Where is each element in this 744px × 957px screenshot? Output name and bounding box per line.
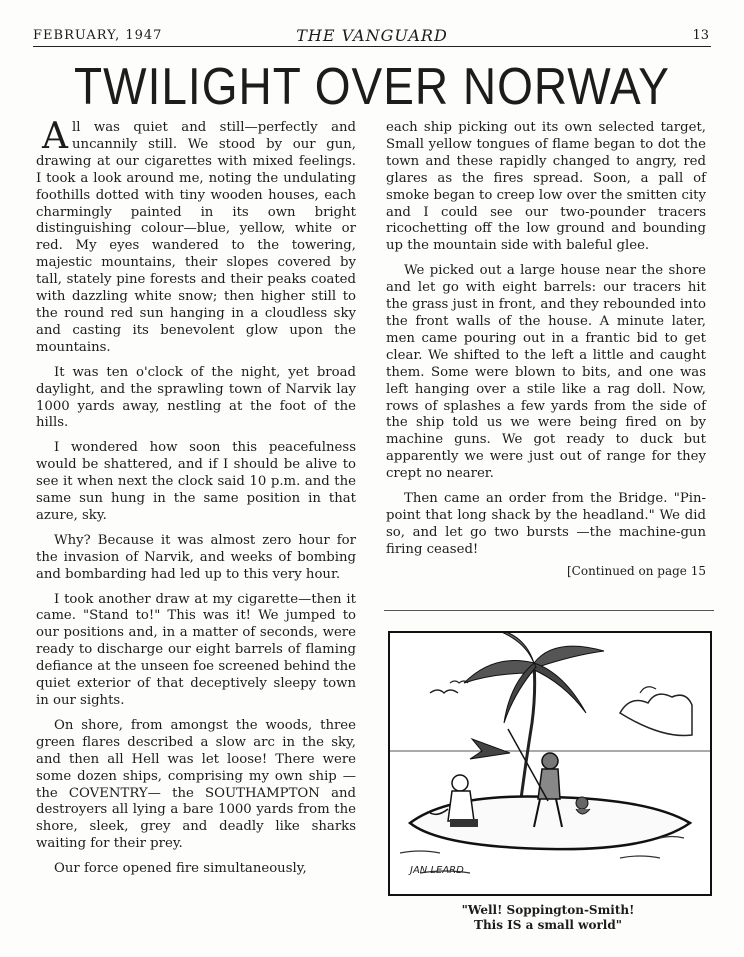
cartoon-illustration xyxy=(388,631,712,896)
continued-note: [Continued on page 15 xyxy=(566,563,706,578)
left-column xyxy=(36,116,356,886)
divider xyxy=(384,610,714,611)
paragraph: I took another draw at my cigarette—then it came. "Stand to!" This was it! We jumped to our positions and, in a matter of seconds, were ready to discharge our eight barrels of flaming defiance at the unseen foe screened behind the quiet exterior of that deceptively sleepy town in our sights. xyxy=(36,591,356,708)
paragraph: Our force opened fire simultaneously, xyxy=(54,861,307,877)
drop-cap: A xyxy=(42,116,68,157)
paragraph: All was quiet and still—perfectly and uncannily still. We stood by our gun, drawing at our cigarettes with mixed feelings. I took a look around me, noting the undulating foothills dotted with tiny wooden houses, each charmingly painted in its own bright distinguishing colour—blue, yellow, white or red. My eyes wandered to the towering, majestic mountains, their slopes covered by tall, stately pine forests and their peaks coated with dazzling white snow; then higher still to the round red sun hanging in a cloudless sky and casting its benevolent glow upon the mountains. xyxy=(36,116,356,355)
paragraph: Then came an order from the Bridge. "Pin-point that long shack by the headland." We did so, and let go two bursts —the machine-gun firing ceased! xyxy=(386,491,706,557)
desert-island-cartoon xyxy=(390,633,710,894)
paragraph: On shore, from amongst the woods, three green flares described a slow arc in the sky, and then all Hell was let loose! There were some dozen ships, comprising my own ship —the COVENTRY— the SOUTHAMPTON and destroyers all lying a bare 1000 yards from the shore, sleek, grey and deadly like sharks waiting for their prey. xyxy=(36,717,356,852)
paragraph: I wondered how soon this peacefulness would be shattered, and if I should be alive to see it when next the clock said 10 p.m. and the same sun hung in the same position in that azure, sky. xyxy=(36,440,356,523)
article-title: TWILIGHT OVER NORWAY xyxy=(74,57,670,116)
artist-signature: JAN LEARD xyxy=(410,865,464,876)
paragraph: It was ten o'clock of the night, yet broad daylight, and the sprawling town of Narvik lay 1000 yards away, nestling at the foot of the hills. xyxy=(36,364,356,431)
issue-date: FEBRUARY, 1947 xyxy=(33,28,163,43)
page-number: 13 xyxy=(692,28,709,43)
paragraph: We picked out a large house near the shore and let go with eight barrels: our tracers hit the grass just in front, and they rebounded into the front walls of the house. A minute later, men came pouring out in a frantic bid to get clear. We shifted to the left a little and caught them. Some were blown to bits, and one was left hanging over a stile like a rag doll. Now, rows of splashes a few yards from the side of the ship told us we were being fired on by machine guns. We got ready to duck but apparently we were just out of range for they crept no nearer. xyxy=(386,263,706,482)
bird-shape xyxy=(430,690,458,693)
cartoon-caption: "Well! Soppington-Smith! This IS a small world" xyxy=(461,903,635,932)
paragraph: each ship picking out its own selected target, Small yellow tongues of flame began to dot the town and these rapidly changed to angry, red glares as the fires spread. Soon, a pall of smoke began to creep low over the smitten city and I could see our two-pounder tracers ricochetting off the low ground and bounding up the mountain side with baleful glee. xyxy=(386,120,706,254)
magazine-name: THE VANGUARD xyxy=(296,26,448,45)
paragraph: Why? Because it was almost zero hour for the invasion of Narvik, and weeks of bombing and bombarding had led up to this very hour. xyxy=(36,532,356,582)
right-column xyxy=(386,120,706,580)
cloud-shape xyxy=(620,694,692,735)
running-header xyxy=(33,24,711,47)
